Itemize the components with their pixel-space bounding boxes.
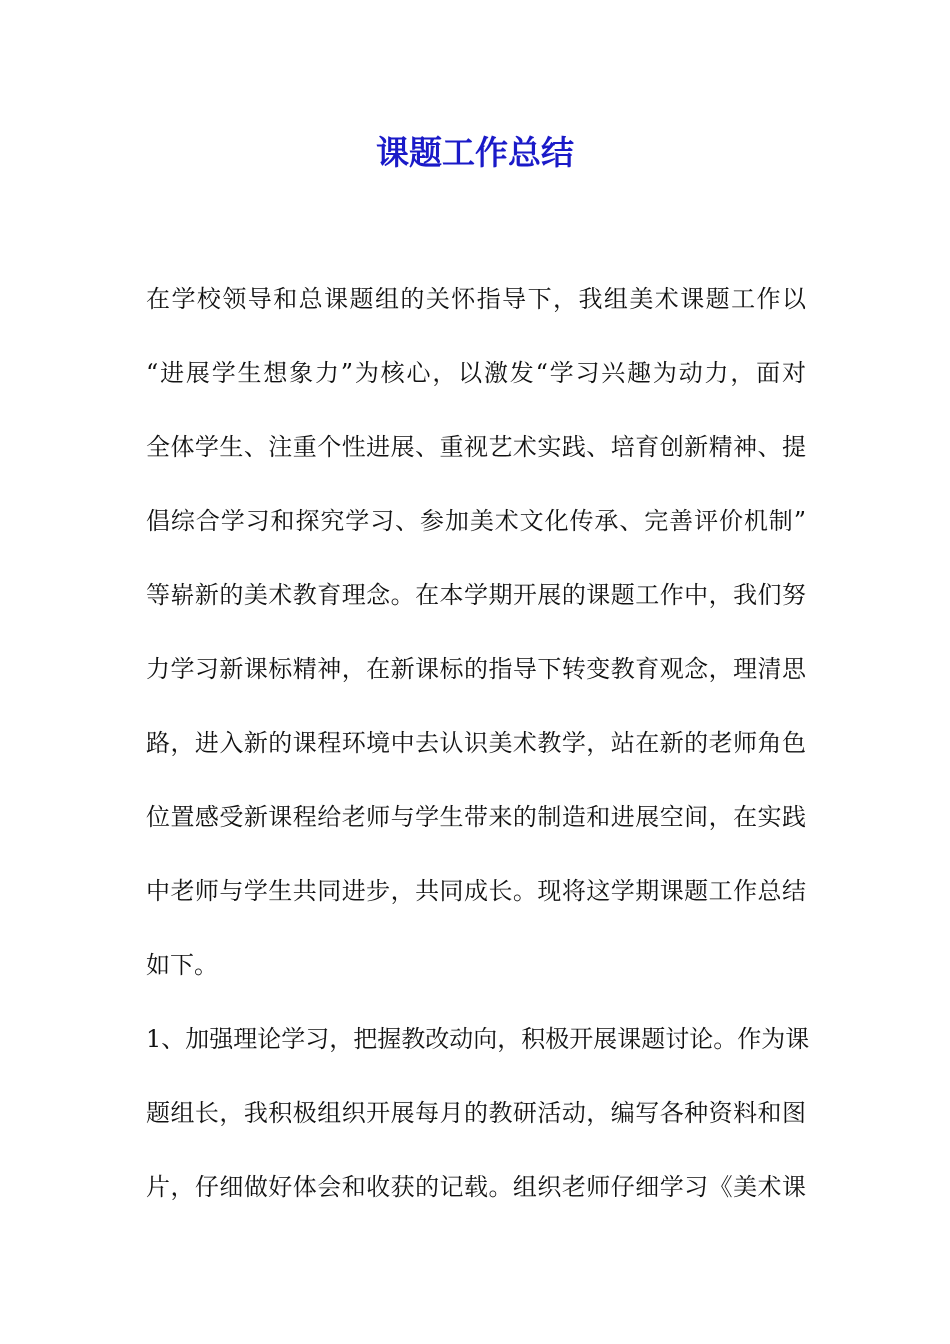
body-line: 中老师与学生共同进步，共同成长。现将这学期课题工作总结 [146,877,806,905]
body-line: 等崭新的美术教育理念。在本学期开展的课题工作中，我们努 [146,581,806,609]
body-line: 倡综合学习和探究学习、参加美术文化传承、完善评价机制” [146,507,806,535]
body-line: 力学习新课标精神，在新课标的指导下转变教育观念，理清思 [146,655,806,683]
body-line: “进展学生想象力”为核心，以激发“学习兴趣为动力，面对 [146,359,806,387]
body-line: 位置感受新课程给老师与学生带来的制造和进展空间，在实践 [146,803,806,831]
document-title: 课题工作总结 [376,133,574,172]
body-line: 在学校领导和总课题组的关怀指导下，我组美术课题工作以 [146,285,806,313]
body-line: 路，进入新的课程环境中去认识美术教学，站在新的老师角色 [146,729,806,757]
body-line: 1、加强理论学习，把握教改动向，积极开展课题讨论。作为课 [146,1025,810,1053]
body-line: 题组长，我积极组织开展每月的教研活动，编写各种资料和图 [146,1099,806,1127]
body-line: 如下。 [146,951,218,979]
body-line: 全体学生、注重个性进展、重视艺术实践、培育创新精神、提 [146,433,806,461]
body-line: 片，仔细做好体会和收获的记载。组织老师仔细学习《美术课 [146,1173,806,1201]
document-body [146,262,810,1224]
